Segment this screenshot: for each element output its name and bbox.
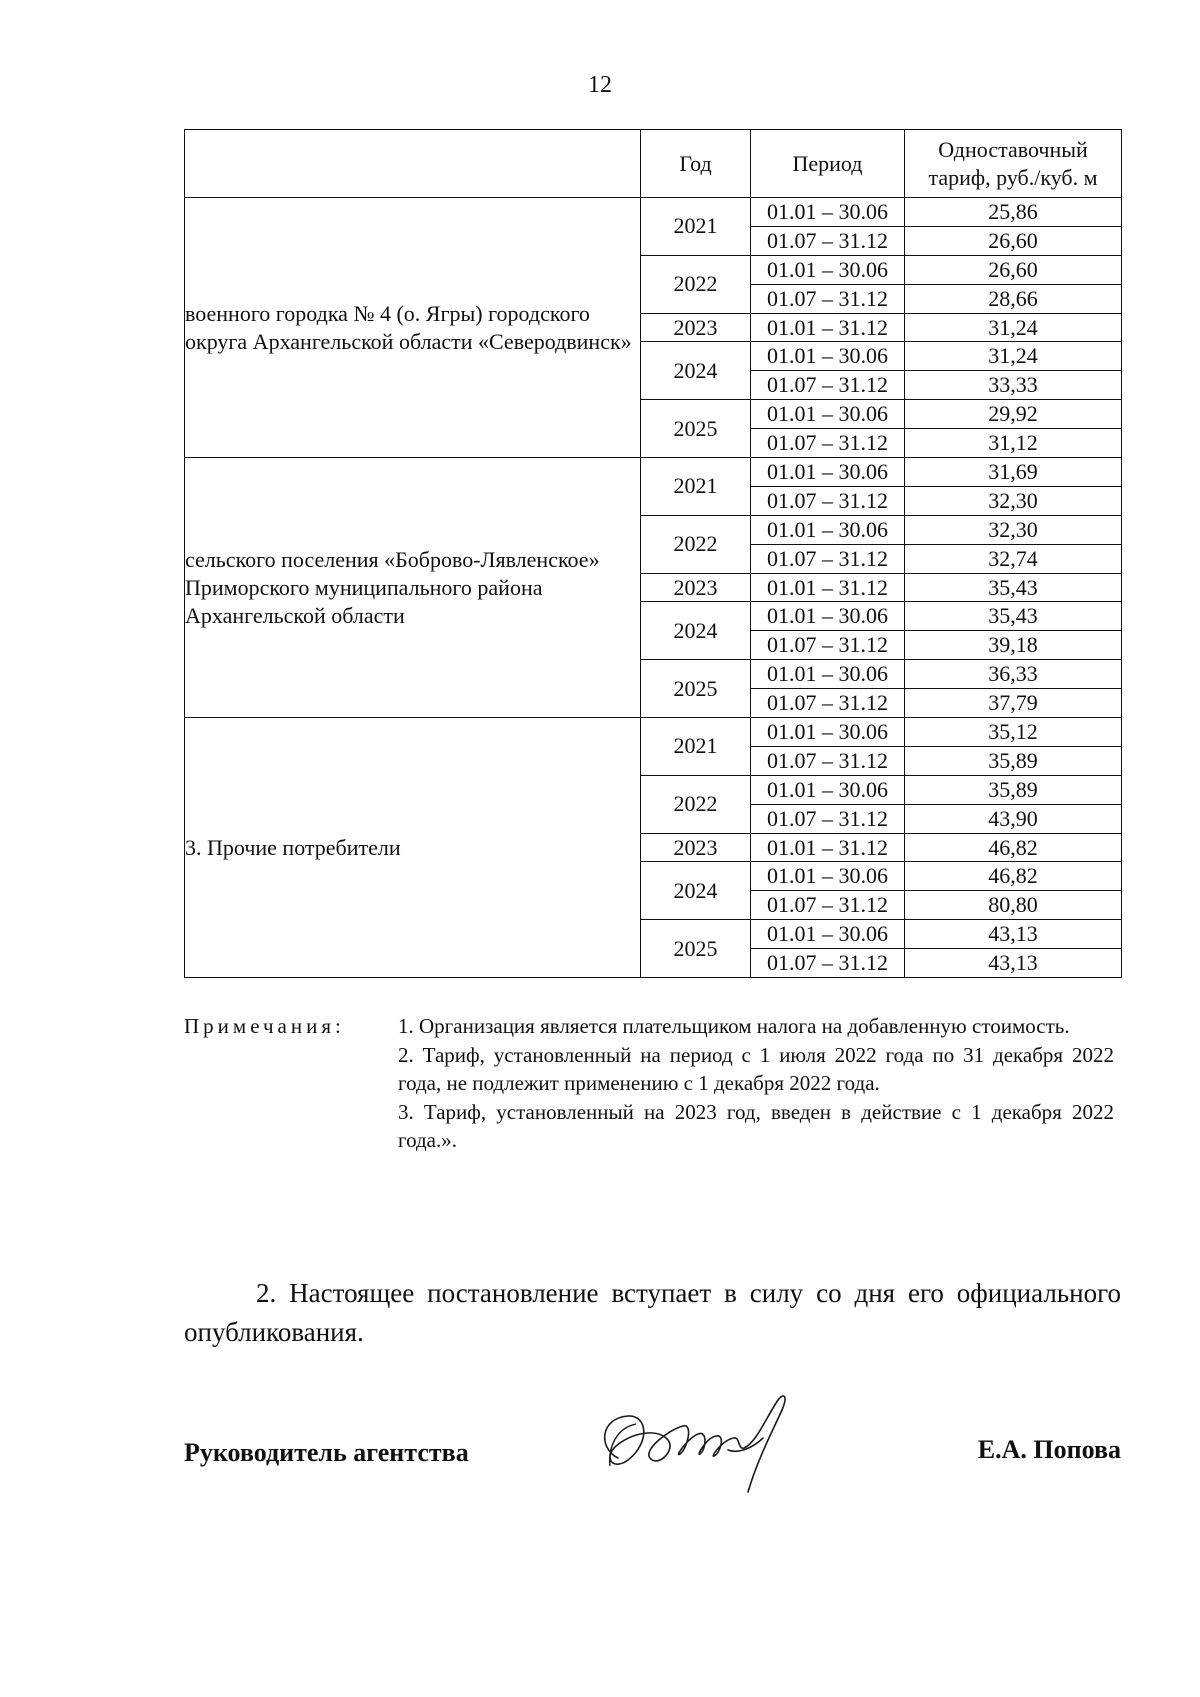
period-cell: 01.07 – 31.12 [751, 689, 905, 718]
notes-list [398, 1012, 1114, 1155]
table-header-row [185, 130, 1122, 198]
tariff-cell: 32,74 [905, 544, 1122, 573]
period-cell: 01.01 – 30.06 [751, 602, 905, 631]
header-period: Период [751, 130, 905, 198]
tariff-cell: 39,18 [905, 631, 1122, 660]
tariff-cell: 32,30 [905, 515, 1122, 544]
tariff-cell: 35,43 [905, 573, 1122, 602]
period-cell: 01.01 – 30.06 [751, 718, 905, 747]
period-cell: 01.07 – 31.12 [751, 486, 905, 515]
year-cell: 2022 [641, 775, 751, 833]
handwritten-signature [588, 1388, 813, 1508]
year-cell: 2025 [641, 400, 751, 458]
year-cell: 2023 [641, 573, 751, 602]
consumer-group-name: сельского поселения «Боброво-Лявленское» Приморского муниципального района Архангельской области [185, 458, 641, 718]
tariff-cell: 35,43 [905, 602, 1122, 631]
table-row [185, 198, 1122, 227]
tariff-cell: 36,33 [905, 660, 1122, 689]
signatory-name: Е.А. Попова [977, 1435, 1121, 1464]
header-year: Год [641, 130, 751, 198]
tariff-cell: 43,13 [905, 949, 1122, 978]
period-cell: 01.01 – 31.12 [751, 313, 905, 342]
period-cell: 01.01 – 30.06 [751, 255, 905, 284]
tariff-cell: 35,12 [905, 718, 1122, 747]
tariff-cell: 43,90 [905, 804, 1122, 833]
period-cell: 01.07 – 31.12 [751, 746, 905, 775]
period-cell: 01.01 – 30.06 [751, 920, 905, 949]
note-item: 3. Тариф, установленный на 2023 год, введен в действие с 1 декабря 2022 года.». [398, 1099, 1114, 1152]
tariff-cell: 35,89 [905, 746, 1122, 775]
tariff-cell: 28,66 [905, 284, 1122, 313]
tariff-cell: 29,92 [905, 400, 1122, 429]
tariff-cell: 80,80 [905, 891, 1122, 920]
period-cell: 01.07 – 31.12 [751, 371, 905, 400]
header-tariff: Одноставочный тариф, руб./куб. м [905, 130, 1122, 198]
year-cell: 2024 [641, 602, 751, 660]
year-cell: 2025 [641, 920, 751, 978]
tariff-cell: 33,33 [905, 371, 1122, 400]
tariff-cell: 26,60 [905, 226, 1122, 255]
tariff-cell: 31,24 [905, 342, 1122, 371]
tariff-cell: 35,89 [905, 775, 1122, 804]
year-cell: 2023 [641, 313, 751, 342]
tariff-cell: 43,13 [905, 920, 1122, 949]
period-cell: 01.01 – 30.06 [751, 198, 905, 227]
year-cell: 2021 [641, 198, 751, 256]
tariff-cell: 25,86 [905, 198, 1122, 227]
period-cell: 01.01 – 30.06 [751, 862, 905, 891]
period-cell: 01.07 – 31.12 [751, 284, 905, 313]
year-cell: 2022 [641, 515, 751, 573]
year-cell: 2021 [641, 718, 751, 776]
consumer-group-name: 3. Прочие потребители [185, 718, 641, 978]
tariff-table-body [185, 198, 1122, 978]
tariff-cell: 26,60 [905, 255, 1122, 284]
page-number: 12 [588, 72, 612, 98]
period-cell: 01.07 – 31.12 [751, 226, 905, 255]
period-cell: 01.07 – 31.12 [751, 631, 905, 660]
period-cell: 01.01 – 31.12 [751, 573, 905, 602]
period-cell: 01.01 – 31.12 [751, 833, 905, 862]
tariff-cell: 31,12 [905, 429, 1122, 458]
tariff-cell: 32,30 [905, 486, 1122, 515]
period-cell: 01.07 – 31.12 [751, 429, 905, 458]
period-cell: 01.07 – 31.12 [751, 949, 905, 978]
note-item: 1. Организация является плательщиком налога на добавленную стоимость. [398, 1014, 1070, 1038]
period-cell: 01.01 – 30.06 [751, 458, 905, 487]
period-cell: 01.07 – 31.12 [751, 544, 905, 573]
year-cell: 2021 [641, 458, 751, 516]
year-cell: 2025 [641, 660, 751, 718]
effective-date-paragraph: 2. Настоящее постановление вступает в силу со дня его официального опубликования. [184, 1278, 1121, 1347]
table-row [185, 718, 1122, 747]
period-cell: 01.01 – 30.06 [751, 342, 905, 371]
tariff-cell: 46,82 [905, 833, 1122, 862]
period-cell: 01.01 – 30.06 [751, 775, 905, 804]
period-cell: 01.01 – 30.06 [751, 400, 905, 429]
signatory-title: Руководитель агентства [184, 1438, 469, 1467]
tariff-cell: 46,82 [905, 862, 1122, 891]
period-cell: 01.07 – 31.12 [751, 804, 905, 833]
period-cell: 01.01 – 30.06 [751, 660, 905, 689]
year-cell: 2024 [641, 342, 751, 400]
tariff-table [184, 129, 1122, 978]
table-row [185, 458, 1122, 487]
tariff-cell: 31,69 [905, 458, 1122, 487]
year-cell: 2024 [641, 862, 751, 920]
notes-label: Примечания: [184, 1014, 345, 1038]
header-name [185, 130, 641, 198]
year-cell: 2022 [641, 255, 751, 313]
tariff-cell: 37,79 [905, 689, 1122, 718]
consumer-group-name: военного городка № 4 (о. Ягры) городского округа Архангельской области «Северодвинск» [185, 198, 641, 458]
note-item: 2. Тариф, установленный на период с 1 июля 2022 года по 31 декабря 2022 года, не подлежит применению с 1 декабря 2022 года. [398, 1042, 1114, 1095]
tariff-cell: 31,24 [905, 313, 1122, 342]
year-cell: 2023 [641, 833, 751, 862]
period-cell: 01.01 – 30.06 [751, 515, 905, 544]
period-cell: 01.07 – 31.12 [751, 891, 905, 920]
